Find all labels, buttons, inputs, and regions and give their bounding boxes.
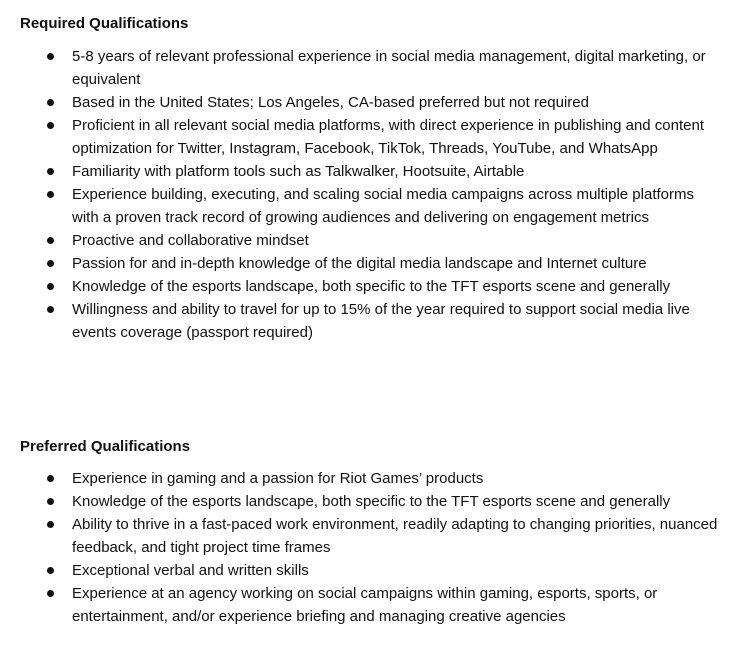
list-item: [0, 582, 749, 628]
list-item-text: Knowledge of the esports landscape, both specific to the TFT esports scene and generally: [72, 278, 671, 295]
required-qualifications-heading: Required Qualifications: [20, 15, 189, 32]
list-item-text: 5-8 years of relevant professional experience in social media management, digital marketing, or equivalent: [72, 48, 706, 88]
bullet-icon: [47, 283, 54, 290]
list-item: [0, 229, 749, 252]
list-item: [0, 91, 749, 114]
list-item-text: Experience at an agency working on social campaigns within gaming, esports, sports, or entertainment, and/or experience briefing and managing creative agencies: [72, 585, 658, 625]
bullet-icon: [47, 168, 54, 175]
list-item: [0, 45, 749, 91]
bullet-icon: [47, 567, 54, 574]
list-item: [0, 252, 749, 275]
list-item-text: Willingness and ability to travel for up to 15% of the year required to support social media live events coverage (passport required): [72, 301, 690, 341]
list-item-text: Passion for and in-depth knowledge of the digital media landscape and Internet culture: [72, 255, 647, 272]
list-item-text: Familiarity with platform tools such as Talkwalker, Hootsuite, Airtable: [72, 163, 525, 180]
bullet-icon: [47, 306, 54, 313]
bullet-icon: [47, 122, 54, 129]
bullet-icon: [47, 260, 54, 267]
bullet-icon: [47, 498, 54, 505]
list-item-text: Proactive and collaborative mindset: [72, 232, 309, 249]
list-item-text: Knowledge of the esports landscape, both specific to the TFT esports scene and generally: [72, 493, 671, 510]
bullet-icon: [47, 521, 54, 528]
bullet-icon: [47, 191, 54, 198]
bullet-icon: [47, 475, 54, 482]
required-qualifications-list: [0, 45, 749, 344]
list-item-text: Based in the United States; Los Angeles, CA-based preferred but not required: [72, 94, 589, 111]
list-item-text: Experience in gaming and a passion for Riot Games’ products: [72, 470, 484, 487]
bullet-icon: [47, 99, 54, 106]
list-item: [0, 298, 749, 344]
bullet-icon: [47, 237, 54, 244]
list-item-text: Ability to thrive in a fast-paced work environment, readily adapting to changing priorities, nuanced feedback, and tight project time frames: [72, 516, 718, 556]
list-item: [0, 275, 749, 298]
list-item: [0, 114, 749, 160]
list-item-text: Exceptional verbal and written skills: [72, 562, 309, 579]
list-item: [0, 490, 749, 513]
list-item-text: Proficient in all relevant social media platforms, with direct experience in publishing and content optimization for Twitter, Instagram, Facebook, TikTok, Threads, YouTube, and WhatsApp: [72, 117, 704, 157]
list-item-text: Experience building, executing, and scaling social media campaigns across multiple platforms with a proven track record of growing audiences and delivering on engagement metrics: [72, 186, 694, 226]
preferred-qualifications-heading: Preferred Qualifications: [20, 438, 191, 455]
list-item: [0, 559, 749, 582]
list-item: [0, 513, 749, 559]
list-item: [0, 467, 749, 490]
list-item: [0, 183, 749, 229]
preferred-qualifications-list: [0, 467, 749, 628]
bullet-icon: [47, 590, 54, 597]
list-item: [0, 160, 749, 183]
bullet-icon: [47, 53, 54, 60]
